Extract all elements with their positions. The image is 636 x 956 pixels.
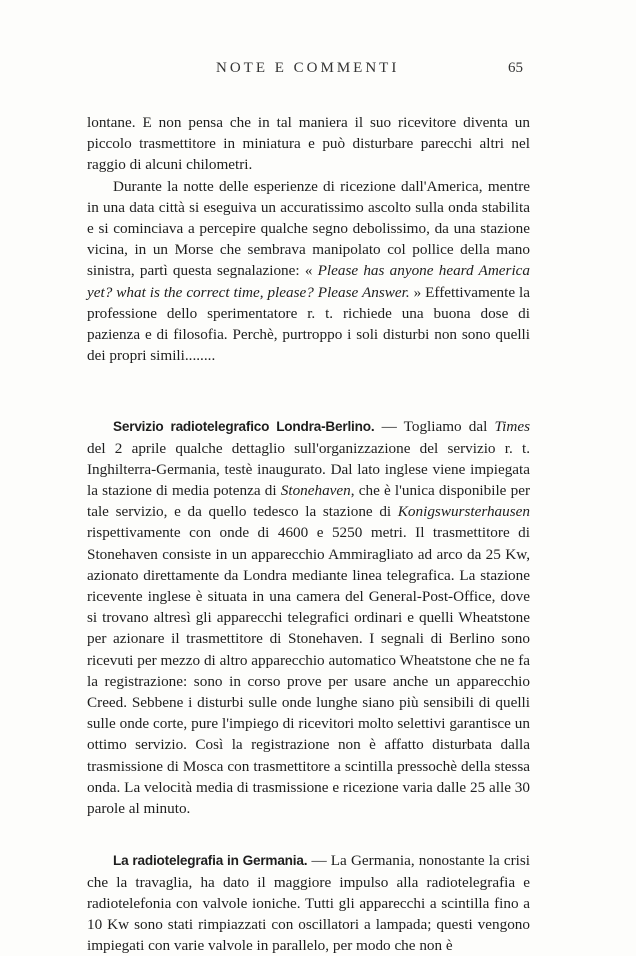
body-text <box>87 112 530 956</box>
paragraph-continuation <box>87 112 530 176</box>
section-london-berlin <box>87 416 530 819</box>
running-head-title: NOTE E COMMENTI <box>216 60 400 76</box>
london-berlin-text-4: rispettivamente con onde di 4600 e 5250 metri. Il trasmettitore di Stonehaven consiste in un apparecchio Ammiragliato ad arco da 25 Kw, azionato direttamente da Londra mediante linea telegrafica. La stazione ricevente inglese è situata in una camera del General-Post-Office, dove si trovano altresì gli apparecchi telegrafici ordinari e quelli Wheatstone per azionare il trasmettitore di Stonehaven. I segnali di Berlino sono ricevuti per mezzo di altro apparecchio automatico Wheatstone che ne fa la registrazione: sono in corso prove per usare anche un apparecchio Creed. Sebbene i disturbi sulle onde lunghe siano più sensibili di quelli sulle onde corte, pure l'impiego di ricevitori molto selettivi garantisce un ottimo servizio. Così la registrazione non è affatto disturbata dalla trasmissione di Mosca con trasmettitore a scintilla pressochè della stessa onda. La velocità media di trasmissione e ricezione varia dalle 25 alle 30 parole al minuto. <box>87 524 530 818</box>
section-heading-germany: La radiotelegrafia in Germania. <box>113 853 308 869</box>
konigswursterhausen-name: Konigswursterhausen <box>397 503 530 521</box>
london-berlin-text-1: — Togliamo dal <box>374 418 495 436</box>
germany-text: — La Germania, nonostante la crisi che la travaglia, ha dato il maggiore impulso alla radiotelegrafia e radiotelefonia con valvole ioniche. Tutti gli apparecchi a scintilla fino a 10 Kw sono stati rimpiazzati con oscillatori a lampada; questi vengono impiegati con varie valvole in parallelo, per modo che non è <box>87 852 530 955</box>
paragraph-america-reception <box>87 176 530 367</box>
paragraph-continuation-text: lontane. E non pensa che in tal maniera il suo ricevitore diventa un piccolo trasmettitore in miniatura e può disturbare parecchi altri nel raggio di alcuni chilometri. <box>87 114 530 174</box>
section-gap <box>87 819 530 850</box>
america-quote: Please has anyone heard America yet? what is the correct time, please? Please Answer. <box>87 262 530 301</box>
london-berlin-text-2: del 2 aprile qualche dettaglio sull'organizzazione del servizio r. t. Inghilterra-Germania, testè inaugurato. Dal lato inglese viene impiegata la stazione di media potenza di <box>87 439 530 500</box>
section-gap <box>87 366 530 416</box>
section-heading-london-berlin: Servizio radiotelegrafico Londra-Berlino. <box>113 419 375 435</box>
times-newspaper-name: Times <box>494 418 530 436</box>
page-number: 65 <box>508 60 523 76</box>
section-germany <box>87 850 530 956</box>
stonehaven-name: Stonehaven <box>280 482 351 500</box>
london-berlin-text-3: , che è l'unica disponibile per tale servizio, e da quello tedesco la stazione di <box>87 482 530 521</box>
america-text-b: » Effettivamente la professione dello sperimentatore r. t. richiede una buona dose di pazienza e di filosofia. Perchè, purtroppo i soli disturbi non sono quelli dei propri simili........ <box>87 283 531 365</box>
america-text-a: Durante la notte delle esperienze di ricezione dall'America, mentre in una data città si eseguiva un accuratissimo ascolto sulla onda stabilita e si cominciava a percepire qualche segno debolissimo, da una stazione vicina, in un Morse che sembrava manipolato col pollice della mano sinistra, partì questa segnalazione: « <box>87 177 530 280</box>
